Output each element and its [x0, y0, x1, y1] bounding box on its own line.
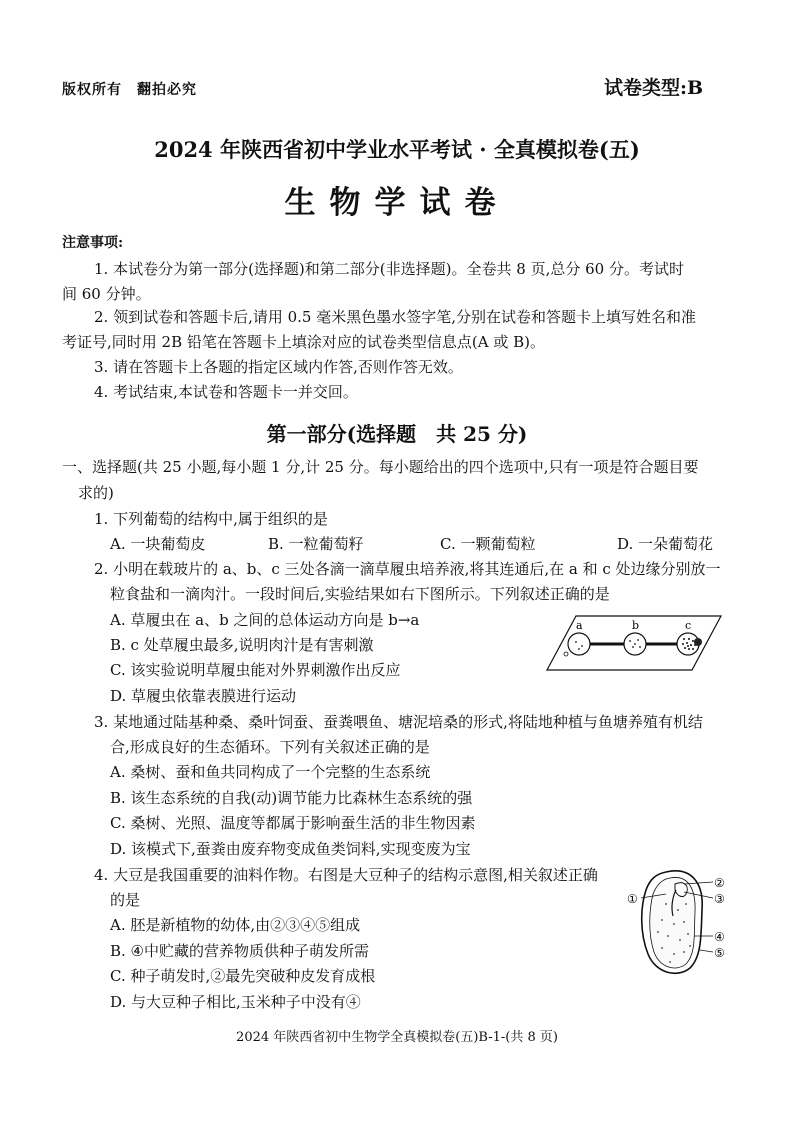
label-c: c	[685, 619, 692, 632]
question-stem: 4. 大豆是我国重要的油料作物。右图是大豆种子的结构示意图,相关叙述正确	[94, 866, 598, 884]
option: D. 一朵葡萄花	[617, 535, 714, 553]
question-stem: 3. 某地通过陆基种桑、桑叶饲蚕、蚕粪喂鱼、塘泥培桑的形式,将陆地种植与鱼塘养殖有机结	[94, 713, 703, 731]
notice-line: 1. 本试卷分为第一部分(选择题)和第二部分(非选择题)。全卷共 8 页,总分 60 分。考试时	[94, 260, 684, 278]
drop-a	[568, 633, 590, 655]
salt-grain	[564, 652, 568, 656]
section-intro: 一、选择题(共 25 小题,每小题 1 分,计 25 分。每小题给出的四个选项中,只有一项是符合题目要	[62, 458, 699, 476]
notice-line: 2. 领到试卷和答题卡后,请用 0.5 毫米黑色墨水签字笔,分别在试卷和答题卡上填写姓名和准	[94, 308, 697, 326]
option: D. 与大豆种子相比,玉米种子中没有④	[110, 993, 361, 1011]
notice-line: 间 60 分钟。	[62, 285, 151, 303]
option: A. 胚是新植物的幼体,由②③④⑤组成	[110, 916, 361, 934]
label-2: ②	[714, 876, 725, 890]
option: A. 一块葡萄皮	[110, 535, 206, 553]
part1-title: 第一部分(选择题 共 25 分)	[266, 422, 528, 446]
option: C. 该实验说明草履虫能对外界刺激作出反应	[110, 661, 401, 679]
notice-line: 3. 请在答题卡上各题的指定区域内作答,否则作答无效。	[94, 358, 463, 376]
option: D. 草履虫依靠表膜进行运动	[110, 687, 297, 705]
paper-type: 试卷类型:B	[604, 77, 704, 99]
subject-title: 生物学试卷	[284, 185, 510, 221]
question-stem: 粒食盐和一滴肉汁。一段时间后,实验结果如右下图所示。下列叙述正确的是	[110, 585, 610, 603]
meat-juice-drop	[694, 638, 702, 646]
cotyledon	[650, 877, 695, 968]
label-3: ③	[714, 892, 725, 906]
option: A. 草履虫在 a、b 之间的总体运动方向是 b→a	[110, 611, 420, 629]
option: D. 该模式下,蚕粪由废弃物变成鱼类饲料,实现变废为宝	[110, 840, 471, 858]
label-1: ①	[627, 892, 638, 906]
option: C. 一颗葡萄粒	[440, 535, 536, 553]
exam-title: 2024 年陕西省初中学业水平考试 · 全真模拟卷(五)	[154, 137, 640, 162]
option: B. ④中贮藏的营养物质供种子萌发所需	[110, 942, 370, 960]
option: B. 一粒葡萄籽	[268, 535, 364, 553]
soybean-seed-figure	[626, 864, 730, 980]
question-stem: 合,形成良好的生态循环。下列有关叙述正确的是	[110, 738, 430, 756]
label-b: b	[632, 619, 640, 632]
notice-heading: 注意事项:	[62, 235, 124, 251]
leader-line-5	[700, 950, 713, 952]
question-stem: 2. 小明在载玻片的 a、b、c 三处各滴一滴草履虫培养液,将其连通后,在 a 和 c 处边缘分别放一	[94, 560, 721, 578]
option: A. 桑树、蚕和鱼共同构成了一个完整的生态系统	[110, 763, 431, 781]
page-footer: 2024 年陕西省初中生物学全真模拟卷(五)B-1-(共 8 页)	[236, 1030, 558, 1045]
question-stem: 1. 下列葡萄的结构中,属于组织的是	[94, 510, 328, 528]
option: B. c 处草履虫最多,说明肉汁是有害刺激	[110, 636, 374, 654]
paramecium-slide-figure	[546, 612, 722, 674]
option: C. 种子萌发时,②最先突破种皮发育成根	[110, 967, 376, 985]
label-5: ⑤	[714, 946, 725, 960]
label-a: a	[576, 619, 583, 632]
copyright-notice: 版权所有 翻拍必究	[62, 82, 197, 98]
notice-line: 4. 考试结束,本试卷和答题卡一并交回。	[94, 383, 358, 401]
notice-line: 考证号,同时用 2B 铅笔在答题卡上填涂对应的试卷类型信息点(A 或 B)。	[62, 333, 545, 351]
section-intro: 求的)	[78, 484, 114, 502]
question-stem: 的是	[110, 891, 141, 909]
option: C. 桑树、光照、温度等都属于影响蚕生活的非生物因素	[110, 814, 476, 832]
option: B. 该生态系统的自我(动)调节能力比森林生态系统的强	[110, 789, 473, 807]
label-4: ④	[714, 930, 725, 944]
